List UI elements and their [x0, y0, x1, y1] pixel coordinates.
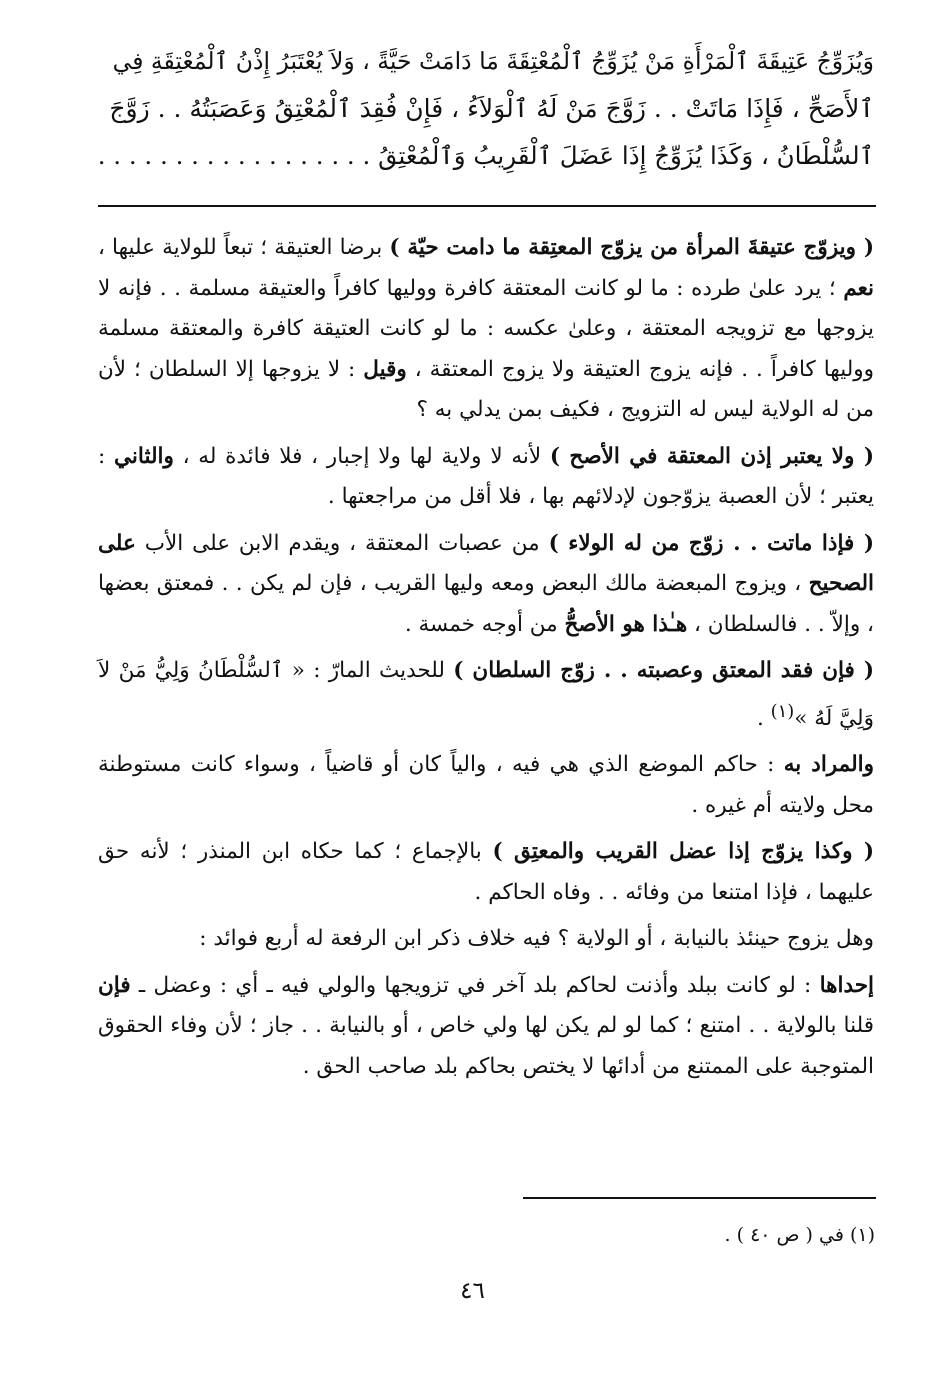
commentary-text: برضا العتيقة ؛ تبعاً للولاية عليها ، [98, 235, 390, 260]
commentary-text: ؛ يرد علىٰ طرده : ما لو كانت المعتقة كافرة ووليها كافراً والعتيقة مسلمة . . فإنه لا يزوجها مع تزويجه المعتقة ، وعلىٰ عكسه : ما لو كانت العتيقة كافرة والمعتقة مسلمة ووليها كافراً . . فإنه يزوج العتيقة ولا يزوج المعتقة ، [98, 275, 875, 382]
main-text [98, 38, 874, 179]
commentary-text: قلنا بالولاية . . امتنع ؛ كما لو لم يكن لها ولي خاص ، أو بالنيابة . . جاز ؛ لأن وفاء الحقوق المتوجبة على الممتنع من أدائها لا يختص بحاكم بلد صاحب الحق . [98, 1013, 874, 1079]
main-text-line: ٱلأَصَحِّ ، فَإِذَا مَاتَتْ . . زَوَّجَ مَنْ لَهُ ٱلْوَلاَءُ ، فَإِنْ فُقِدَ ٱلْمُعْتِقُ وَعَصَبَتُهُ . . زَوَّجَ [109, 94, 874, 123]
bold-phrase: وقيل [363, 356, 407, 382]
commentary-text: : يعتبر ؛ لأن العصبة يزوّجون لإدلائهم بها ، فلا أقل من مراجعتها . [98, 443, 874, 509]
commentary-text: . [756, 705, 771, 731]
footnote-divider [523, 1197, 876, 1199]
bold-phrase: والمراد به [783, 752, 875, 778]
commentary-paragraph [98, 437, 874, 518]
commentary [98, 228, 874, 1087]
bold-phrase: ( ولا يعتبر إذن المعتقة في الأصح ) [549, 443, 874, 469]
bold-phrase: هـٰذا هو الأصحُّ [564, 611, 688, 637]
bold-phrase: ( ويزوّج عتيقةَ المرأة من يزوّج المعتِقة ما دامت حيّة ) [389, 235, 874, 260]
bold-phrase: والثاني [114, 443, 174, 469]
commentary-paragraph [98, 966, 874, 1088]
commentary-text: من أوجه خمسة . [404, 611, 565, 637]
main-text-divider [98, 205, 876, 207]
commentary-text: لأنه لا ولاية لها ولا إجبار ، فلا فائدة له ، [173, 443, 550, 469]
commentary-text: : حاكم الموضع الذي هي فيه ، والياً كان أو قاضياً ، وسواء كانت مستوطنة محل ولايته أم غيره . [98, 752, 874, 818]
commentary-text: بالإجماع ؛ كما حكاه ابن المنذر ؛ لأنه حق عليهما ، فإذا امتنعا من وفائه . . وفاه الحاكم . [98, 839, 874, 905]
footnote-ref: (١) [770, 700, 795, 722]
main-text-line: ٱلسُّلْطَانُ ، وَكَذَا يُزَوِّجُ إِذَا عَضَلَ ٱلْقَرِيبُ وَٱلْمُعْتِقُ . . . . . . . . . . . . . . . . . . [98, 141, 874, 170]
bold-phrase: على الصحيح [98, 530, 874, 596]
bold-phrase: إحداها [819, 972, 874, 998]
commentary-text: ، ويزوج المبعضة مالك البعض ومعه وليها القريب ، فإن لم يكن . . فمعتق بعضها ، وإلاّ . . فالسلطان ، [98, 571, 874, 637]
commentary-text: من عصبات المعتقة ، ويقدم الابن على الأب [135, 530, 549, 556]
commentary-paragraph [98, 524, 874, 646]
page-number: ٤٦ [460, 1278, 485, 1304]
commentary-text: للحديث المارّ : « ٱلسُّلْطَانُ وَلِيُّ مَنْ لاَ وَلِيَّ لَهُ » [98, 658, 874, 731]
bold-phrase: فإن [98, 972, 131, 998]
commentary-paragraph [98, 228, 874, 431]
commentary-paragraph [98, 745, 874, 826]
commentary-text: : لا يزوجها إلا السلطان ؛ لأن من له الولاية ليس له التزويج ، فكيف بمن يدلي به ؟ [98, 356, 874, 422]
commentary-text: وهل يزوج حينئذ بالنيابة ، أو الولاية ؟ فيه خلاف ذكر ابن الرفعة له أربع فوائد : [199, 926, 874, 952]
commentary-text: : لو كانت ببلد وأذنت لحاكم بلد آخر في تزويجها والولي فيه ـ أي : وعضل ـ [130, 972, 820, 998]
bold-phrase: ( فإذا ماتت . . زوّج من له الولاء ) [548, 530, 874, 556]
commentary-paragraph [98, 919, 874, 960]
bold-phrase: ( فإن فقد المعتق وعصبته . . زوّج السلطان ) [453, 658, 874, 683]
commentary-paragraph [98, 832, 874, 913]
bold-phrase: نعم [843, 275, 874, 301]
bold-phrase: ( وكذا يزوّج إذا عضل القريب والمعتِق ) [492, 839, 874, 865]
main-text-line: وَيُزَوِّجُ عَتِيقَةَ ٱلْمَرْأَةِ مَنْ يُزَوِّجُ ٱلْمُعْتِقَةَ مَا دَامَتْ حَيَّةً ، وَلاَ يُعْتَبَرُ إِذْنُ ٱلْمُعْتِقَةِ فِي [112, 47, 874, 75]
commentary-paragraph [98, 651, 874, 739]
footnote: (١) في ( ص ٤٠ ) . [724, 1224, 875, 1246]
